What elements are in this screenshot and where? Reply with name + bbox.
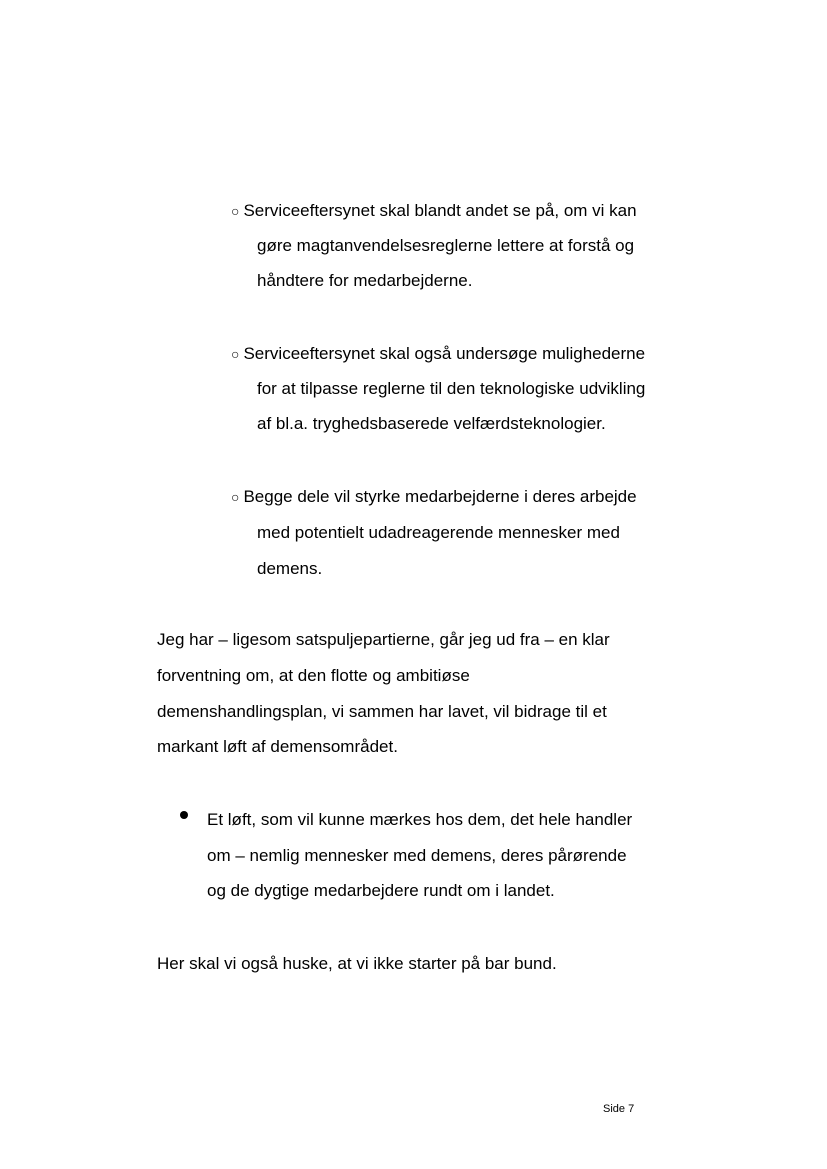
sub-item-1-line-2: gøre magtanvendelsesreglerne lettere at forstå og	[257, 236, 635, 255]
paragraph-1-line-3: demenshandlingsplan, vi sammen har lavet, vil bidrage til et	[157, 702, 607, 721]
bullet-item-line-3: og de dygtige medarbejdere rundt om i landet.	[207, 881, 555, 900]
bullet-item-line-2: om – nemlig mennesker med demens, deres pårørende	[207, 846, 627, 865]
circle-bullet-icon: ○	[231, 203, 240, 219]
sub-item-1-line-3: håndtere for medarbejderne.	[257, 271, 473, 290]
circle-bullet-icon: ○	[231, 346, 240, 362]
paragraph-1-line-1: Jeg har – ligesom satspuljepartierne, går jeg ud fra – en klar	[157, 630, 610, 649]
circle-bullet-icon: ○	[231, 489, 240, 505]
sub-item-3-line-2: med potentielt udadreagerende mennesker med	[257, 523, 620, 542]
sub-item-3-line-1: ○ Begge dele vil styrke medarbejderne i deres arbejde	[231, 487, 637, 506]
bullet-icon	[180, 811, 188, 819]
sub-item-1-line-1: ○ Serviceeftersynet skal blandt andet se på, om vi kan	[231, 201, 637, 220]
bullet-item-line-1: Et løft, som vil kunne mærkes hos dem, det hele handler	[207, 810, 633, 829]
sub-item-2-line-2: for at tilpasse reglerne til den teknologiske udvikling	[257, 379, 646, 398]
paragraph-1-line-2: forventning om, at den flotte og ambitiøse	[157, 666, 470, 685]
page-number: Side 7	[603, 1103, 635, 1115]
sub-item-2-line-3: af bl.a. tryghedsbaserede velfærdsteknologier.	[257, 414, 606, 433]
sub-item-2-line-1: ○ Serviceeftersynet skal også undersøge mulighederne	[231, 344, 646, 363]
paragraph-1-line-4: markant løft af demensområdet.	[157, 737, 398, 756]
paragraph-2: Her skal vi også huske, at vi ikke starter på bar bund.	[157, 954, 557, 973]
sub-item-3-line-3: demens.	[257, 559, 323, 578]
